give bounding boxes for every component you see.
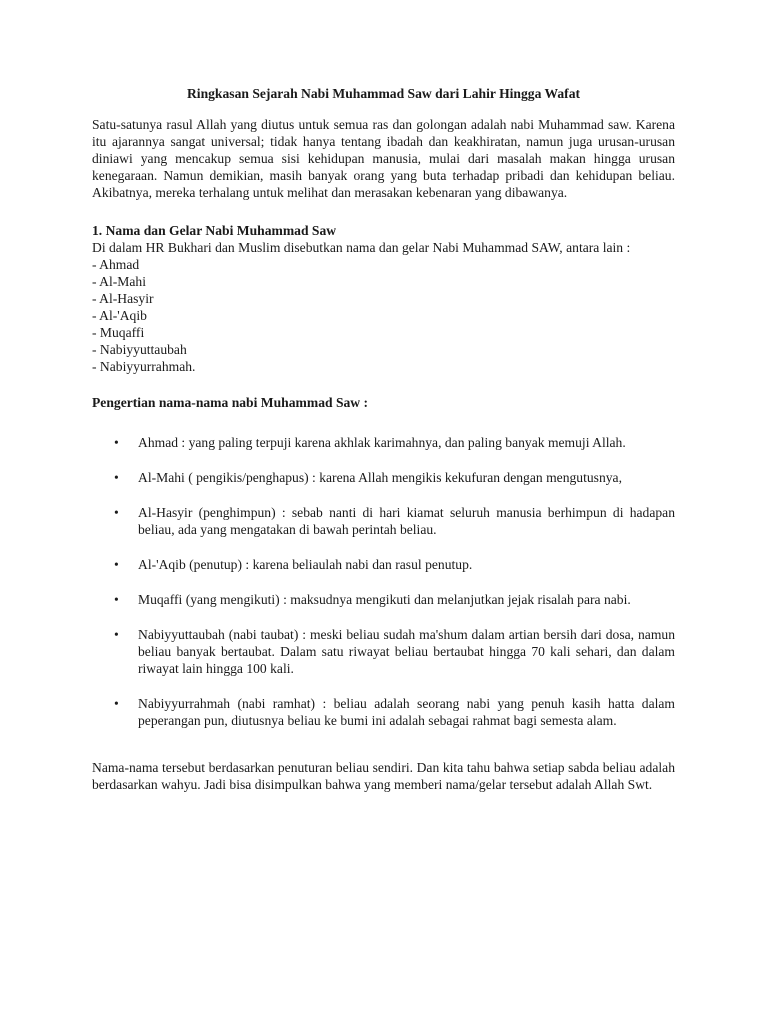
meaning-text: Nabiyyurrahmah (nabi ramhat) : beliau adalah seorang nabi yang penuh kasih hatta dalam peperangan pun, diutusnya beliau ke bumi ini adalah sebagai rahmat bagi semesta alam.: [138, 696, 675, 728]
bullet-icon: •: [114, 557, 119, 572]
bullet-icon: •: [114, 470, 119, 485]
list-item: [92, 626, 675, 677]
bullet-icon: •: [114, 627, 119, 642]
meaning-text: Muqaffi (yang mengikuti) : maksudnya mengikuti dan melanjutkan jejak risalah para nabi.: [138, 592, 631, 607]
list-item: - Nabiyyurrahmah.: [92, 359, 196, 374]
meanings-list: [92, 434, 675, 729]
closing-paragraph: Nama-nama tersebut berdasarkan penuturan beliau sendiri. Dan kita tahu bahwa setiap sabda beliau adalah berdasarkan wahyu. Jadi bisa disimpulkan bahwa yang memberi nama/gelar tersebut adalah Allah Swt.: [92, 760, 675, 792]
list-item: [92, 434, 675, 451]
list-item: [92, 556, 675, 573]
document-page: [92, 85, 675, 793]
list-item: [92, 469, 675, 486]
list-item: - Al-'Aqib: [92, 308, 147, 323]
list-item: - Al-Hasyir: [92, 291, 154, 306]
bullet-icon: •: [114, 696, 119, 711]
list-item: [92, 504, 675, 538]
bullet-icon: •: [114, 592, 119, 607]
section-lead: Di dalam HR Bukhari dan Muslim disebutkan nama dan gelar Nabi Muhammad SAW, antara lain :: [92, 240, 631, 255]
bullet-icon: •: [114, 435, 119, 450]
meaning-text: Al-Mahi ( pengikis/penghapus) : karena Allah mengikis kekufuran dengan mengutusnya,: [138, 470, 622, 485]
list-item: - Muqaffi: [92, 325, 145, 340]
bullet-icon: •: [114, 505, 119, 520]
list-item: - Nabiyyuttaubah: [92, 342, 187, 357]
document-title: Ringkasan Sejarah Nabi Muhammad Saw dari Lahir Hingga Wafat: [186, 86, 581, 101]
list-item: [92, 695, 675, 729]
meaning-text: Al-'Aqib (penutup) : karena beliaulah nabi dan rasul penutup.: [138, 557, 473, 572]
list-item: [92, 591, 675, 608]
section-heading-names: 1. Nama dan Gelar Nabi Muhammad Saw: [92, 223, 337, 238]
meaning-text: Nabiyyuttaubah (nabi taubat) : meski beliau sudah ma'shum dalam artian bersih dari dosa, namun beliau banyak bertaubat. Dalam satu riwayat beliau bertaubat hingga 70 kali sehari, dan dalam riwayat lain hingga 100 kali.: [138, 627, 675, 676]
names-list: [92, 256, 675, 375]
meanings-heading: Pengertian nama-nama nabi Muhammad Saw :: [92, 395, 369, 410]
meaning-text: Ahmad : yang paling terpuji karena akhlak karimahnya, dan paling banyak memuji Allah.: [138, 435, 626, 450]
list-item: - Al-Mahi: [92, 274, 146, 289]
list-item: - Ahmad: [92, 257, 140, 272]
intro-paragraph: Satu-satunya rasul Allah yang diutus untuk semua ras dan golongan adalah nabi Muhammad saw. Karena itu ajarannya sangat universal; tidak hanya tentang ibadah dan keakhiratan, namun juga urusan-urusan diniawi yang mencakup semua sisi kehidupan manusia, mulai dari masalah makan hingga urusan kenegaraan. Namun demikian, masih banyak orang yang buta terhadap pribadi dan kehidupan beliau. Akibatnya, mereka terhalang untuk melihat dan merasakan kebenaran yang dibawanya.: [92, 117, 675, 200]
meaning-text: Al-Hasyir (penghimpun) : sebab nanti di hari kiamat seluruh manusia berhimpun di hadapan beliau, ada yang mengatakan di bawah perintah beliau.: [138, 505, 675, 537]
